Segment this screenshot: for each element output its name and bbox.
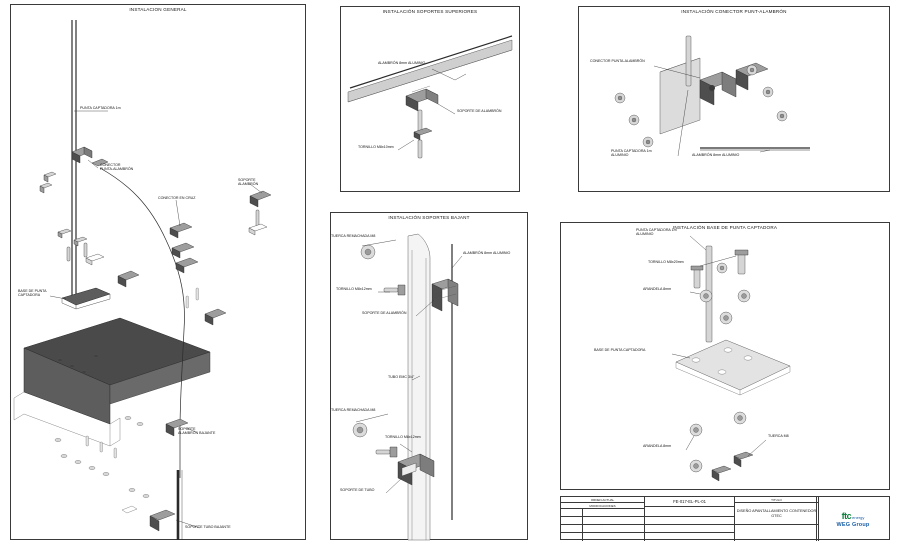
label-alambron-8mm-aluminio-p4: ALAMBRÓN 8mm ALUMINIO (463, 251, 511, 255)
label-arandela-8mm-inf: ARANDELA 8mm (643, 444, 672, 448)
label-base-punta-captadora: BASE DE PUNTA CAPTADORA (18, 289, 47, 297)
revision-row (645, 525, 735, 533)
label-tornillo-m8x10mm: TORNILLO M8x10mm (358, 145, 394, 149)
panel-title-conector: INSTALACIÓN CONECTOR PUNT-ALAMBRÓN (681, 9, 787, 14)
label-punta-captadora-1m-aluminio-p3: PUNTA CAPTADORA 1m ALUMINIO (611, 149, 652, 157)
revision-row (583, 509, 645, 517)
drawing-number-text: FE-017-EL-PL-01 (673, 499, 706, 504)
drawing-title-text: DISEÑO APANTALLAMIENTO CONTENEDOR GTEC (736, 508, 817, 518)
revision-row (561, 525, 583, 533)
label-conector-en-cruz: CONECTOR EN CRUZ (158, 196, 196, 200)
panel-title-base-punta: INSTALACIÓN BASE DE PUNTA CAPTADORA (672, 225, 778, 230)
label-punta-captadora-1m: PUNTA CAPTADORA 1m (80, 106, 121, 110)
logo-ftc-energy (842, 511, 865, 521)
label-tuerca-remachada-m8-inf: TUERCA REMACHADA M8 (331, 408, 376, 412)
logo-weg-group-text: WEG Group (836, 521, 870, 528)
panel-title-soportes-superiores: INSTALACIÓN SOPORTES SUPERIORES (382, 9, 478, 14)
label-base-de-punta-captadora-p5: BASE DE PUNTA CAPTADORA (594, 348, 646, 352)
title-block-drawing-number (645, 497, 735, 507)
revision-row (645, 517, 735, 525)
label-soporte-de-alambron-p4: SOPORTE DE ALAMBRÓN (362, 311, 407, 315)
label-tubo-emc: TUBO EMC 3/4" (388, 375, 415, 379)
order-label-text: ORDEN ACTUAL (590, 497, 615, 502)
revision-row (583, 517, 645, 525)
label-tornillo-m8x20mm: TORNILLO M8x20mm (648, 260, 684, 264)
logo-energy-text: energy (852, 514, 865, 520)
label-soporte-alambron-bajante: SOPORTE ALAMBRÓN BAJANTE (178, 427, 216, 435)
label-tornillo-m8x12mm-inf: TORNILLO M8x12mm (385, 435, 421, 439)
label-alambron-8mm-aluminio-p3: ALAMBRÓN 8mm ALUMINIO (692, 153, 740, 157)
revisions-label-text: MODIFICACIONES (589, 503, 616, 508)
title-block-footer (735, 525, 819, 541)
label-soporte-de-tubo: SOPORTE DE TUBO (340, 488, 375, 492)
revision-row (561, 517, 583, 525)
panel-title-soportes-bajante: INSTALACIÓN SOPORTES BAJANT (388, 215, 470, 220)
title-block (560, 496, 890, 540)
revision-row (645, 507, 735, 517)
label-tuerca-remachada-m8-sup: TUERCA REMACHADA M8 (331, 234, 376, 238)
label-conector-punta-alambron-p3: CONECTOR PUNTA-ALAMBRÓN (590, 59, 645, 63)
label-soporte-alambron: SOPORTE ALAMBRÓN (238, 178, 259, 186)
label-alambron-8mm-aluminio-sup: ALAMBRÓN 8mm ALUMINIO (378, 61, 426, 65)
label-punta-captadora-aluminio-p5: PUNTA CAPTADORA 1m ALUMINIO (636, 228, 677, 236)
panel-title-general: INSTALACION GENERAL (129, 7, 187, 12)
revision-row (561, 509, 583, 517)
logo-ftc-text: ftc (841, 510, 852, 521)
label-tuerca-m8: TUERCA M8 (768, 434, 789, 438)
company-logo (816, 497, 889, 541)
label-tornillo-m8x12mm-sup: TORNILLO M8x12mm (336, 287, 372, 291)
title-block-drawing-title (735, 503, 819, 525)
label-soporte-de-alambron-sup: SOPORTE DE ALAMBRÓN (457, 109, 502, 113)
title-label-text: TITULO (771, 497, 782, 502)
label-conector-punta-alambron: CONECTOR PUNTA-ALAMBRÓN (100, 163, 134, 171)
label-arandela-8mm-sup: ARANDELA 8mm (643, 287, 672, 291)
revision-row (583, 525, 645, 533)
label-soporte-tubo-bajante: SOPORTE TUBO BAJANTE (185, 525, 231, 529)
